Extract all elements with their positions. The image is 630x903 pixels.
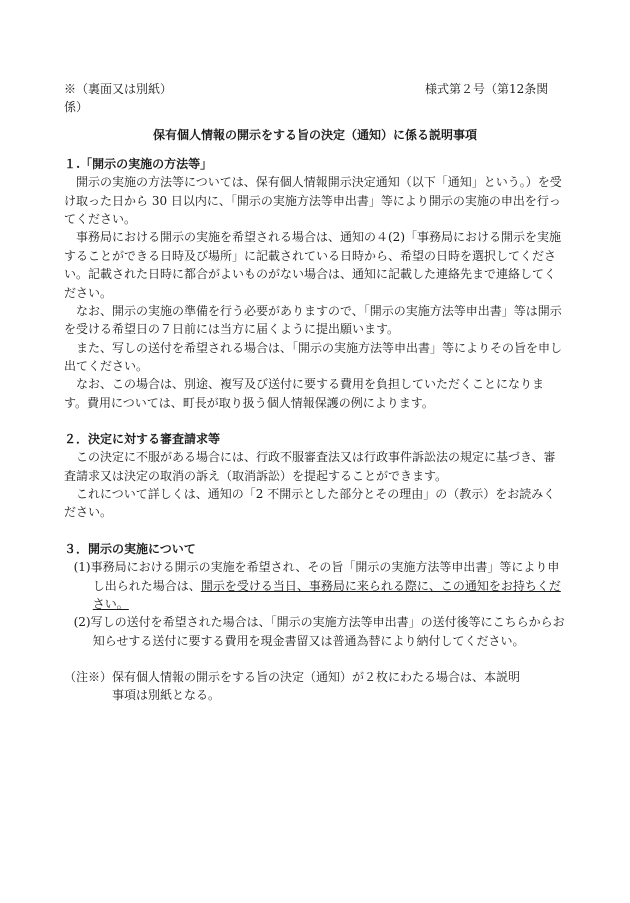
form-number-continued: 係）: [64, 100, 89, 114]
footnote-line-2: 事項は別紙となる。: [112, 688, 221, 703]
section-1-heading: １.「開示の実施の方法等」: [64, 157, 213, 171]
section-2-paragraph-2: これについて詳しくは、通知の「2 不開示とした部分とその理由」の（教示）をお読みください。: [64, 487, 556, 520]
section-3-item-1-text: (1)事務局における開示の実施を希望され、その旨「開示の実施方法等申出書」等により申し出られた場合は、: [73, 560, 560, 593]
section-1-paragraph-4: また、写しの送付を希望される場合は、「開示の実施方法等申出書」等によりその旨を申し出てください。: [64, 340, 563, 373]
section-1-paragraph-1: 開示の実施の方法等については、保有個人情報開示決定通知（以下「通知」という。）を受け取った日から 30 日以内に、「開示の実施方法等申出書」等により開示の実施の申出を行ってください。: [64, 175, 562, 227]
section-1: [64, 155, 566, 412]
section-1-paragraph-2: 事務局における開示の実施を希望される場合は、通知の４(2)「事務局における開示を実施することができる日時及び場所」に記載されている日時から、希望の日時を選択してください。記載された日時に都合がよいものがない場合は、通知に記載した連絡先まで連絡してください。: [64, 230, 562, 300]
footnote: [64, 668, 566, 705]
section-3: [64, 540, 566, 650]
footnote-line-1: （注※）保有個人情報の開示をする旨の決定（通知）が２枚にわたる場合は、本説明: [64, 669, 521, 684]
document-title: 保有個人情報の開示をする旨の決定（通知）に係る説明事項: [152, 128, 477, 142]
section-1-paragraph-5: なお、この場合は、別途、複写及び送付に要する費用を負担していただくことになります。費用については、町長が取り扱う個人情報保護の例によります。: [64, 377, 545, 410]
section-2-heading: ２．決定に対する審査請求等: [64, 432, 221, 447]
section-3-heading: ３．開示の実施について: [64, 541, 196, 556]
section-3-item-1: [64, 558, 566, 613]
section-3-item-2: (2)写しの送付を希望された場合は、「開示の実施方法等申出書」の送付後等にこちらからお知らせする送付に要する費用を現金書留又は普通為替により納付してください。: [73, 615, 565, 648]
section-3-item-1-underlined: 開示を受ける当日、事務局に来られる際に、この通知をお持ちください。: [92, 578, 561, 611]
header-left-note: ※（裏面又は別紙）: [64, 82, 173, 96]
form-number: 様式第２号（第12条関: [425, 82, 549, 96]
section-2: [64, 430, 566, 522]
section-2-paragraph-1: この決定に不服がある場合には、行政不服審査法又は行政事件訴訟法の規定に基づき、審査請求又は決定の取消の訴え（取消訴訟）を提起することができます。: [64, 450, 556, 483]
section-1-paragraph-3: なお、開示の実施の準備を行う必要がありますので、「開示の実施方法等申出書」等は開示を受ける希望日の７日前には当方に届くように提出願います。: [64, 303, 562, 337]
document-body: [64, 155, 566, 705]
